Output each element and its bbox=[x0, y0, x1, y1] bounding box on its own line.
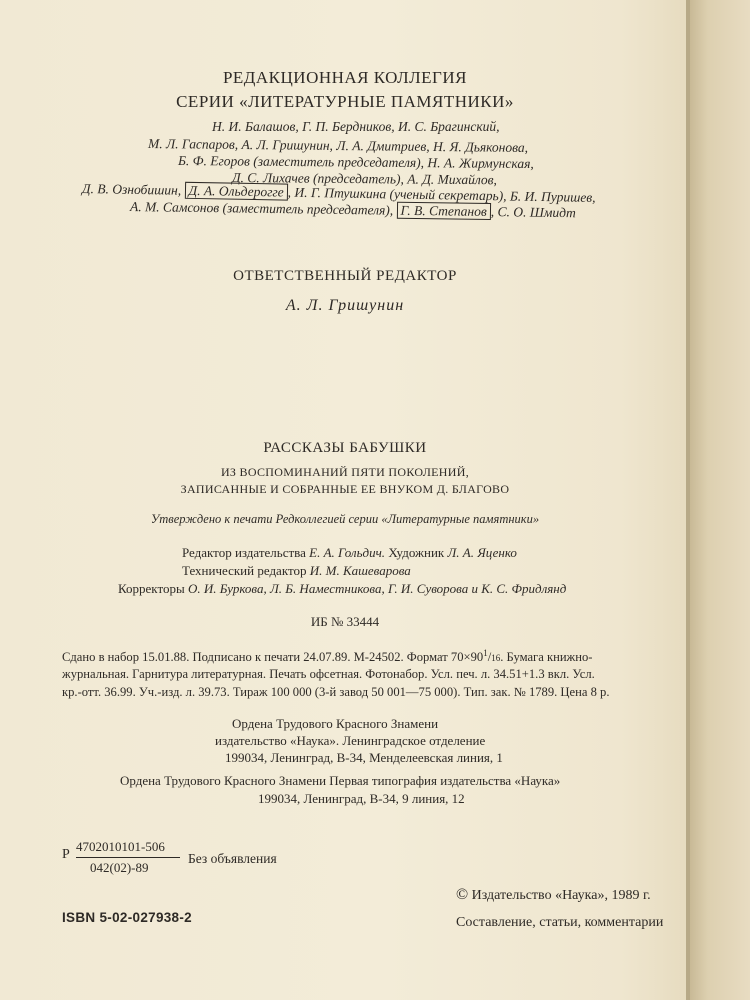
code-denominator: 042(02)-89 bbox=[90, 860, 149, 875]
imprint-text: / bbox=[487, 650, 492, 664]
copyright-line bbox=[456, 886, 651, 904]
credit-label: Художник bbox=[388, 545, 445, 560]
approval-note: Утверждено к печати Редколлегией серии «Литературные памятники» bbox=[150, 512, 540, 526]
imprint-sup: 1 bbox=[483, 648, 488, 658]
code-letter: Р bbox=[62, 847, 70, 862]
imprint-sub: 16 bbox=[491, 653, 501, 663]
imprint-text: Сдано в набор 15.01.88. Подписано к печати 24.07.89. М-24502. Формат 70×90 bbox=[62, 650, 484, 664]
credit-label: Корректоры bbox=[118, 581, 185, 596]
book-subtitle: ИЗ ВОСПОМИНАНИЙ ПЯТИ ПОКОЛЕНИЙ, bbox=[220, 465, 470, 479]
copyright-text: Издательство «Наука», 1989 г. bbox=[471, 888, 651, 903]
editor-name: А. Л. Гришунин bbox=[285, 297, 405, 314]
book-subtitle: ЗАПИСАННЫЕ И СОБРАННЫЕ ЕЕ ВНУКОМ Д. БЛАГОВО bbox=[180, 482, 510, 496]
board-member-text: А. М. Самсонов (заместитель председателя), bbox=[129, 199, 394, 218]
imprint-text: . Бумага книжно- bbox=[500, 650, 593, 664]
board-heading: РЕДАКЦИОННАЯ КОЛЛЕГИЯ bbox=[222, 68, 468, 87]
code-fraction-bar bbox=[76, 857, 180, 858]
board-member-text: , И. Г. Птушкина (ученый секретарь), Б. И. Пуришев, bbox=[287, 184, 596, 205]
imprint-line: журнальная. Гарнитура литературная. Печать офсетная. Фотонабор. Усл. печ. л. 34.51+1.3 вкл. Усл. bbox=[62, 667, 595, 681]
printer-line: 199034, Ленинград, В-34, 9 линия, 12 bbox=[258, 791, 465, 806]
credits-editor-line bbox=[182, 545, 517, 561]
board-members-line: Б. Ф. Егоров (заместитель председателя), Н. А. Жирмунская, bbox=[177, 153, 534, 172]
book-spine-edge bbox=[690, 0, 750, 1000]
isbn: ISBN 5-02-027938-2 bbox=[62, 910, 192, 925]
credit-label: Технический редактор bbox=[182, 563, 307, 578]
credit-name: Л. А. Яценко bbox=[447, 545, 517, 560]
copyright-symbol: © bbox=[456, 886, 469, 903]
book-title: РАССКАЗЫ БАБУШКИ bbox=[263, 440, 427, 456]
editor-heading: ОТВЕТСТВЕННЫЙ РЕДАКТОР bbox=[233, 268, 457, 284]
credits-tech-line bbox=[182, 563, 411, 579]
credits-correctors-line bbox=[118, 581, 566, 597]
imprint-line: кр.-отт. 36.99. Уч.-изд. л. 39.73. Тираж 100 000 (3-й завод 50 001—75 000). Тип. зак. № 1789. Цена 8 р. bbox=[62, 685, 610, 699]
credit-name: О. И. Буркова, Л. Б. Наместникова, Г. И. Суворова и К. С. Фридлянд bbox=[187, 581, 567, 596]
board-members-line: Н. И. Балашов, Г. П. Бердников, И. С. Брагинский, bbox=[212, 119, 500, 134]
board-members-line: Д. С. Лихачев (председатель), А. Д. Михайлов, bbox=[231, 170, 497, 188]
credit-name: И. М. Кашеварова bbox=[309, 563, 411, 578]
publisher-line: издательство «Наука». Ленинградское отделение bbox=[215, 733, 486, 748]
code-numerator: 4702010101-506 bbox=[76, 839, 165, 854]
printer-line: Ордена Трудового Красного Знамени Первая типография издательства «Наука» bbox=[120, 773, 561, 788]
copyright-note: Составление, статьи, комментарии bbox=[456, 915, 664, 930]
credit-label: Редактор издательства bbox=[182, 545, 306, 560]
board-members-line: М. Л. Гаспаров, А. Л. Гришунин, Л. А. Дмитриев, Н. Я. Дьяконова, bbox=[147, 136, 529, 155]
board-member-text: Д. В. Ознобишин, bbox=[81, 181, 182, 198]
credit-name: Е. А. Гольдич. bbox=[309, 545, 386, 560]
publisher-line: 199034, Ленинград, В-34, Менделеевская линия, 1 bbox=[225, 750, 503, 765]
boxed-member-name: Д. А. Ольдерогге bbox=[184, 182, 287, 201]
series-heading: СЕРИИ «ЛИТЕРАТУРНЫЕ ПАМЯТНИКИ» bbox=[176, 92, 514, 111]
publisher-line: Ордена Трудового Красного Знамени bbox=[232, 716, 439, 731]
boxed-member-name: Г. В. Степанов bbox=[397, 202, 491, 220]
ib-number: ИБ № 33444 bbox=[310, 614, 380, 629]
board-member-text: , С. О. Шмидт bbox=[490, 204, 576, 221]
code-note: Без объявления bbox=[188, 851, 277, 866]
imprint-line bbox=[62, 648, 593, 665]
